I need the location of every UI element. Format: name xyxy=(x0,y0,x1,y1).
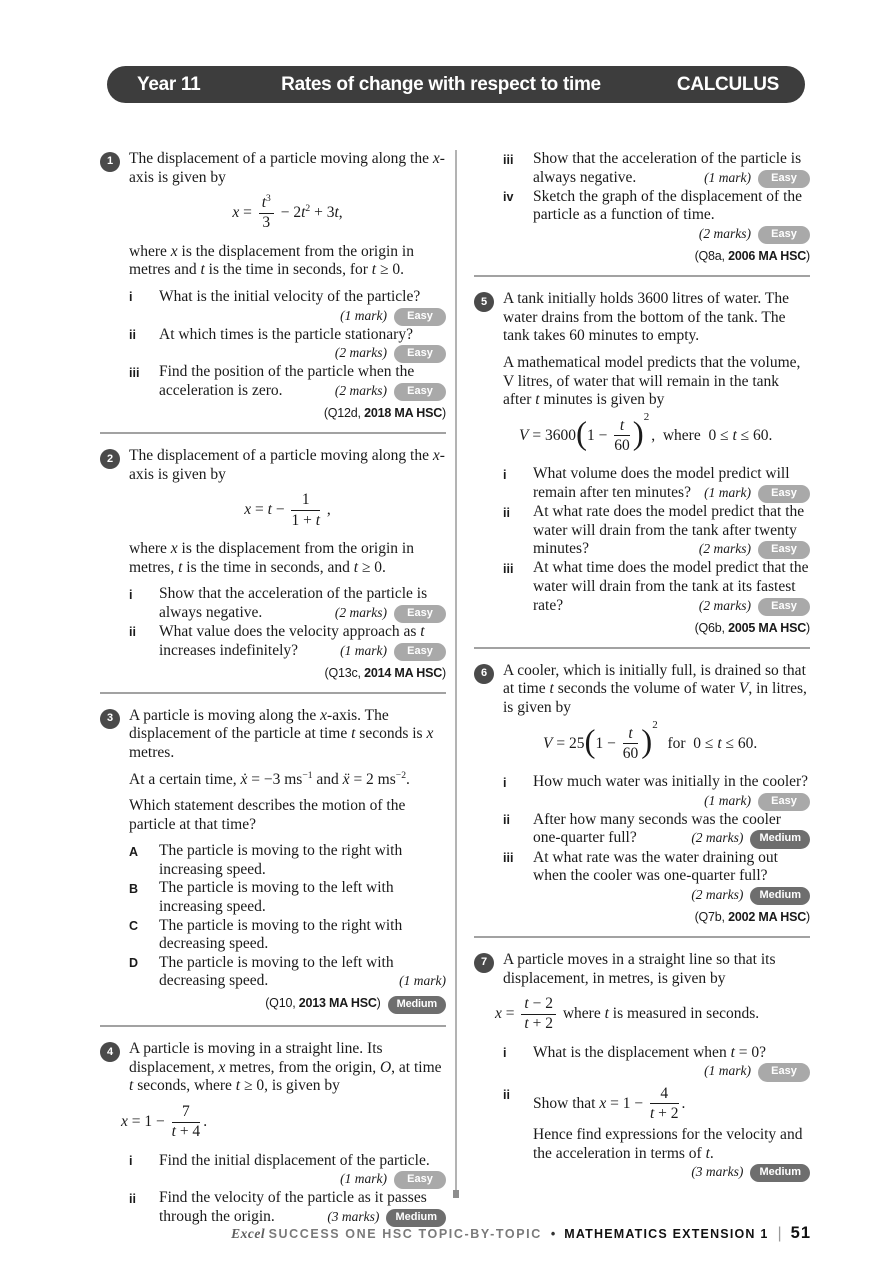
question-4-part-ii: ii Find the velocity of the particle as it passes through the origin. (3 marks) Medium xyxy=(129,1189,446,1227)
question-separator xyxy=(100,432,446,434)
footer-page-number: 51 xyxy=(790,1224,811,1242)
marks-label: (3 marks) xyxy=(691,1164,744,1180)
footer-brand: Excel xyxy=(231,1226,266,1241)
marks-label: (2 marks) xyxy=(334,604,387,620)
question-3-paragraph-1: A particle is moving along the x-axis. The displacement of the particle at time t seconds is x metres. xyxy=(129,706,434,761)
question-7 xyxy=(474,951,810,1182)
marks-label: (1 mark) xyxy=(704,1063,751,1079)
question-cont-source: (Q8a, 2006 MA HSC) xyxy=(694,249,810,264)
footer-subject: MATHEMATICS EXTENSION 1 xyxy=(564,1227,769,1241)
question-5-part-iii: iii At what time does the model predict that the water will drain from the tank at its fastest rate? (2 marks) Easy xyxy=(503,559,810,615)
difficulty-badge: Easy xyxy=(758,793,810,811)
question-1-formula: x = $\frac{t^3}{3}$ − $2t^2 + 3t$, xyxy=(232,193,343,232)
question-1-intro: The displacement of a particle moving along the x-axis is given by xyxy=(129,150,445,186)
header-topic-title: Rates of change with respect to time xyxy=(281,74,601,95)
footer-divider: | xyxy=(777,1225,782,1242)
question-3-paragraph-2: At a certain time, ẋ = −3 $ms^{-1}$ and ẍ = 2 $ms^{-2}$. xyxy=(129,769,410,788)
question-6-intro: A cooler, which is initially full, is drained so that at time t seconds the volume of water V, in litres, is given by xyxy=(503,661,807,716)
question-4-number-badge: 4 xyxy=(100,1042,120,1062)
difficulty-badge: Medium xyxy=(386,1209,446,1227)
marks-label: (2 marks) xyxy=(698,225,751,241)
question-2-after: where x is the displacement from the origin in metres, t is the time in seconds, and t ≥ 0. xyxy=(129,539,414,576)
question-cont-part-iii: iii Show that the acceleration of the particle is always negative. (1 mark) Easy xyxy=(503,150,810,188)
question-separator xyxy=(100,692,446,694)
question-5-part-i: i What volume does the model predict will remain after ten minutes? (1 mark) Easy xyxy=(503,465,810,503)
marks-label: (3 marks) xyxy=(327,1208,380,1224)
question-2-part-ii: ii What value does the velocity approach as t increases indefinitely? (1 mark) Easy xyxy=(129,623,446,661)
marks-label: (2 marks) xyxy=(698,597,751,613)
right-column xyxy=(474,150,810,1182)
marks-label: (2 marks) xyxy=(691,886,744,902)
question-7-intro: A particle moves in a straight line so that its displacement, in metres, is given by xyxy=(503,951,776,987)
marks-label: (1 mark) xyxy=(340,1171,387,1187)
difficulty-badge: Medium xyxy=(750,887,810,905)
difficulty-badge: Easy xyxy=(758,1063,810,1081)
question-7-part-ii: ii Show that x = 1 − $\frac{4}{t + 2}$ . Hence find expressions for the velocity and the acceleration in terms of t. (3 marks) Medium xyxy=(503,1086,810,1183)
question-3-option-d: D The particle is moving to the left with decreasing speed. (1 mark) xyxy=(129,953,446,990)
question-2-formula: x = t − $\frac{1}{1 + t}$ , xyxy=(244,491,331,529)
question-1-number-badge: 1 xyxy=(100,152,120,172)
question-1-part-i: i What is the initial velocity of the particle? (1 mark) Easy xyxy=(129,288,446,326)
marks-label: (1 mark) xyxy=(399,973,446,989)
question-5 xyxy=(474,290,810,638)
difficulty-badge: Easy xyxy=(394,643,446,661)
question-5-part-ii: ii At what rate does the model predict that the water will drain from the tank after twenty minutes? (2 marks) Easy xyxy=(503,503,810,559)
difficulty-badge: Easy xyxy=(394,308,446,326)
marks-label: (1 mark) xyxy=(340,642,387,658)
question-7-part-ii-formula: Show that x = 1 − $\frac{4}{t + 2}$ . xyxy=(533,1084,686,1122)
question-6 xyxy=(474,662,810,927)
question-1-part-ii: ii At which times is the particle stationary? (2 marks) Easy xyxy=(129,326,446,364)
question-6-source: (Q7b, 2002 MA HSC) xyxy=(694,910,810,925)
page-footer xyxy=(231,1224,811,1243)
question-4-intro: A particle is moving in a straight line. Its displacement, x metres, from the origin, O, at time t seconds, where t ≥ 0, is given by xyxy=(129,1040,442,1095)
marks-label: (1 mark) xyxy=(340,307,387,323)
question-5-number-badge: 5 xyxy=(474,292,494,312)
question-3-option-c: C The particle is moving to the right with decreasing speed. xyxy=(129,916,403,953)
question-6-formula: V = 25(1 − $\frac{t}{60}$ )$^2$ for 0 ≤ t ≤ 60. xyxy=(543,719,758,762)
question-separator xyxy=(474,936,810,938)
difficulty-badge: Easy xyxy=(758,226,810,244)
question-5-source: (Q6b, 2005 MA HSC) xyxy=(694,620,810,635)
question-5-formula: V = 3600(1 − $\frac{t}{60}$ )$^2$, where 0 ≤ t ≤ 60. xyxy=(519,411,773,454)
marks-label: (2 marks) xyxy=(334,345,387,361)
question-4 xyxy=(100,1040,446,1227)
question-5-paragraph-1: A tank initially holds 3600 litres of water. The water drains from the bottom of the tank. The tank takes 60 minutes to empty. xyxy=(503,290,789,345)
marks-label: (2 marks) xyxy=(691,830,744,846)
difficulty-badge: Easy xyxy=(394,345,446,363)
difficulty-badge: Easy xyxy=(758,541,810,559)
question-3-option-a: A The particle is moving to the right with increasing speed. xyxy=(129,842,403,878)
difficulty-badge: Easy xyxy=(394,605,446,623)
difficulty-badge: Easy xyxy=(758,170,810,188)
question-separator xyxy=(474,647,810,649)
header-grade-label: Year 11 xyxy=(137,74,201,95)
question-2-source: (Q13c, 2014 MA HSC) xyxy=(324,665,446,680)
question-3-paragraph-3: Which statement describes the motion of the particle at that time? xyxy=(129,797,406,833)
difficulty-badge: Medium xyxy=(388,996,446,1014)
question-6-part-ii: ii After how many seconds was the cooler one-quarter full? (2 marks) Medium xyxy=(503,811,810,849)
marks-label: (2 marks) xyxy=(698,541,751,557)
question-1-source: (Q12d, 2018 MA HSC) xyxy=(323,406,446,421)
topic-header-bar xyxy=(107,66,805,103)
question-cont-part-iv: iv Sketch the graph of the displacement of the particle as a function of time. (2 marks) Easy xyxy=(503,188,810,244)
question-1-part-iii: iii Find the position of the particle when the acceleration is zero. (2 marks) Easy xyxy=(129,363,446,401)
question-2-intro: The displacement of a particle moving along the x-axis is given by xyxy=(129,447,445,483)
question-4-formula: x = 1 − $\frac{7}{t + 4}$ . xyxy=(121,1103,208,1141)
difficulty-badge: Easy xyxy=(394,1171,446,1189)
question-6-part-iii: iii At what rate was the water draining out when the cooler was one-quarter full? (2 marks) Medium xyxy=(503,849,810,905)
footer-series: SUCCESS ONE HSC TOPIC-BY-TOPIC xyxy=(268,1227,542,1241)
marks-label: (1 mark) xyxy=(704,169,751,185)
question-separator xyxy=(474,275,810,277)
question-1-after: where x is the displacement from the origin in metres and t is the time in seconds, for t ≥ 0. xyxy=(129,242,414,279)
question-2-number-badge: 2 xyxy=(100,449,120,469)
difficulty-badge: Easy xyxy=(758,485,810,503)
question-1 xyxy=(100,150,446,423)
difficulty-badge: Medium xyxy=(750,830,810,848)
question-3-number-badge: 3 xyxy=(100,709,120,729)
question-continued xyxy=(474,150,810,266)
question-2-part-i: i Show that the acceleration of the particle is always negative. (2 marks) Easy xyxy=(129,585,446,623)
question-3-source: (Q10, 2013 MA HSC) Medium xyxy=(129,996,446,1014)
question-3 xyxy=(100,707,446,1017)
question-6-part-i: i How much water was initially in the cooler? (1 mark) Easy xyxy=(503,773,810,811)
question-7-number-badge: 7 xyxy=(474,953,494,973)
question-7-formula: x = $\frac{t - 2}{t + 2}$ where t is measured in seconds. xyxy=(495,995,760,1033)
question-7-part-i: i What is the displacement when t = 0? (1 mark) Easy xyxy=(503,1044,810,1082)
marks-label: (2 marks) xyxy=(334,383,387,399)
left-column xyxy=(100,150,446,1227)
column-divider xyxy=(455,150,457,1192)
question-3-option-b: B The particle is moving to the left with increasing speed. xyxy=(129,879,394,916)
question-4-part-i: i Find the initial displacement of the particle. (1 mark) Easy xyxy=(129,1152,446,1190)
marks-label: (1 mark) xyxy=(704,484,751,500)
difficulty-badge: Medium xyxy=(750,1164,810,1182)
marks-label: (1 mark) xyxy=(704,792,751,808)
difficulty-badge: Easy xyxy=(758,598,810,616)
header-subject-label: CALCULUS xyxy=(676,74,779,95)
question-5-paragraph-2: A mathematical model predicts that the volume, V litres, of water that will remain in the tank after t minutes is given by xyxy=(503,353,801,409)
question-2 xyxy=(100,447,446,682)
footer-bullet: • xyxy=(550,1227,556,1241)
question-6-number-badge: 6 xyxy=(474,664,494,684)
question-separator xyxy=(100,1025,446,1027)
difficulty-badge: Easy xyxy=(394,383,446,401)
